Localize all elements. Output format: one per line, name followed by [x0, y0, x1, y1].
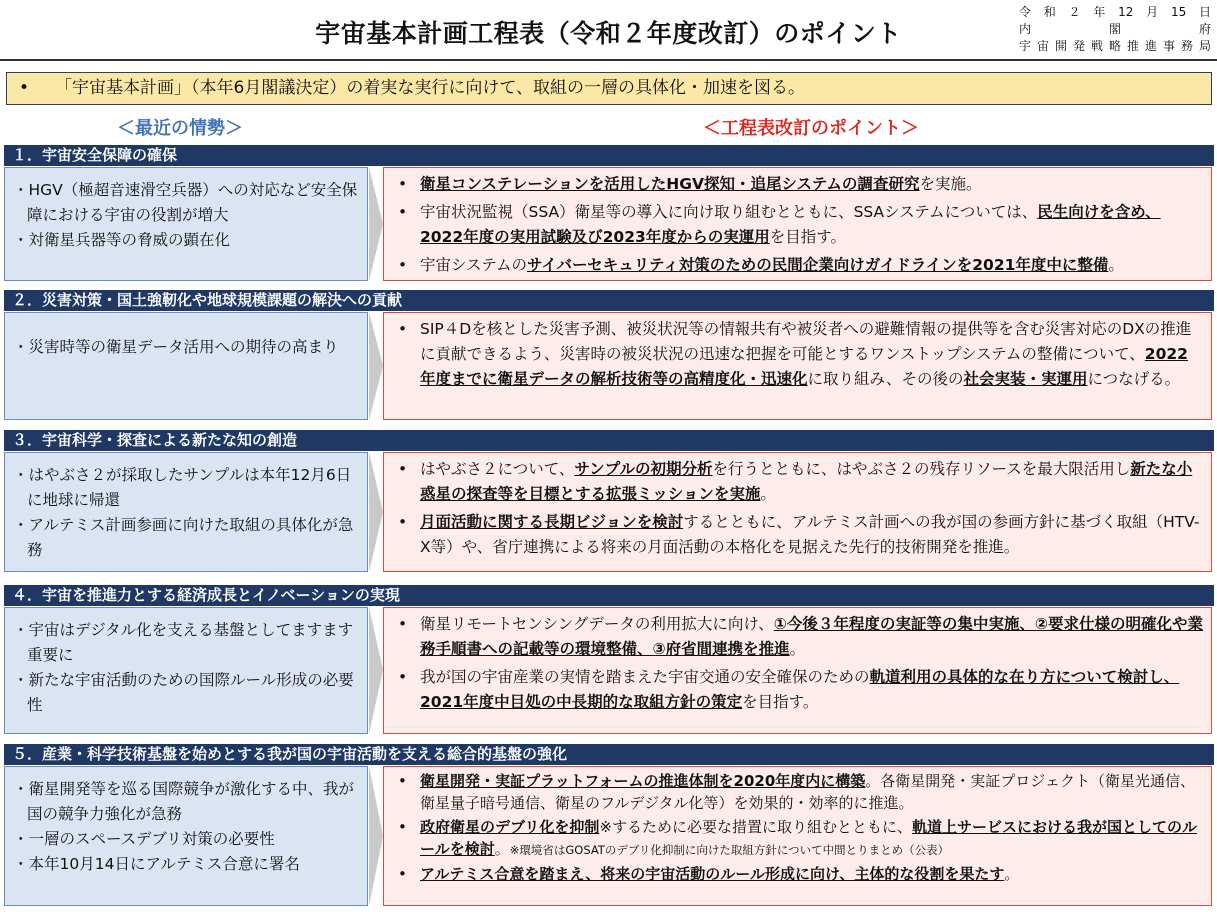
- highlighted-text: 月面活動に関する長期ビジョンを検討: [420, 513, 684, 531]
- highlighted-text: 政府衛星のデブリ化を抑制: [420, 818, 600, 836]
- arrow-icon: [369, 312, 383, 420]
- section-1-situation: [4, 167, 368, 281]
- point-text: を行うとともに、はやぶさ２の残存リソースを最大限活用し: [712, 460, 1131, 478]
- section-4-points: [383, 607, 1212, 734]
- point-text: につなげる。: [1087, 370, 1181, 388]
- revision-point: [396, 200, 1203, 250]
- recent-situation-header: ＜最近の情勢＞: [117, 118, 243, 139]
- section-3-header: ３．宇宙科学・探査による新たな知の創造: [4, 430, 1214, 451]
- summary-text: 「宇宙基本計画」（本年6月閣議決定）の着実な実行に向けて、取組の一層の具体化・加速を図る。: [55, 78, 806, 98]
- revision-point: [396, 612, 1203, 662]
- revision-point: [396, 864, 1203, 886]
- highlighted-text: サンプルの初期分析: [574, 460, 713, 478]
- section-1-points: [383, 167, 1212, 281]
- situation-item: ・本年10月14日にアルテミス合意に署名: [13, 855, 300, 873]
- highlighted-text: アルテミス合意を踏まえ、将来の宇宙活動のルール形成に向け、主体的な役割を果たす: [420, 865, 1005, 883]
- page-title: 宇宙基本計画工程表（令和２年度改訂）のポイント: [315, 19, 902, 48]
- section-5-points: [383, 766, 1212, 906]
- section-2-points: [383, 312, 1212, 420]
- arrow-icon: [369, 167, 383, 281]
- situation-item: ・衛星開発等を巡る国際競争が激化する中、我が国の競争力強化が急務: [13, 780, 355, 823]
- section-2-situation: [4, 312, 368, 420]
- point-text: 。各衛星開発・実証プロジェクト（衛星光通信、衛星量子暗号通信、衛星のフルデジタル化等）を効果的・効率的に推進。: [420, 772, 1195, 812]
- document-meta: [1019, 4, 1211, 55]
- situation-item: ・新たな宇宙活動のための国際ルール形成の必要性: [13, 671, 354, 714]
- point-text: 衛星リモートセンシングデータの利用拡大に向け、: [420, 615, 774, 633]
- section-4-situation: [4, 607, 368, 734]
- situation-item: ・HGV（極超音速滑空兵器）への対応など安全保障における宇宙の役割が増大: [13, 181, 358, 224]
- point-text: 。: [789, 640, 806, 658]
- section-3-points: [383, 452, 1212, 572]
- section-2-header: ２．災害対策・国土強靭化や地球規模課題の解決への貢献: [4, 290, 1214, 311]
- point-text: 。: [494, 839, 510, 858]
- situation-item: ・災害時等の衛星データ活用への期待の高まり: [13, 338, 339, 356]
- meta-date: 令和２年12月15日: [1019, 5, 1211, 19]
- footnote-text: ※環境省はGOSATのデブリ化抑制に向けた取組方針について中間とりまとめ（公表）: [509, 842, 950, 857]
- section-3-situation: [4, 452, 368, 572]
- highlighted-text: ①今後３年程度の実証等の集中実施、②要求仕様の明確化や業務手順書への記載等の環境整備、③府省間連携を推進: [420, 615, 1203, 658]
- highlighted-text: 社会実装・実運用: [963, 370, 1088, 388]
- situation-item: ・宇宙はデジタル化を支える基盤としてますます重要に: [13, 621, 354, 664]
- point-text: 。: [1108, 256, 1124, 274]
- arrow-icon: [369, 766, 383, 906]
- point-text: するとともに、アルテミス計画への我が国の参画方針に基づく取組（HTV-X等）や、省庁連携による将来の月面活動の本格化を見据えた先行的技術開発を推進。: [420, 513, 1200, 556]
- situation-item: ・一層のスペースデブリ対策の必要性: [13, 830, 275, 848]
- highlighted-text: サイバーセキュリティ対策のための民間企業向けガイドラインを2021年度中に整備: [526, 256, 1109, 274]
- meta-org: 内閣府: [1019, 22, 1211, 36]
- summary-banner: • 「宇宙基本計画」（本年6月閣議決定）の着実な実行に向けて、取組の一層の具体化・加速を図る。: [6, 72, 1212, 105]
- revision-point: [396, 317, 1203, 392]
- situation-item: ・はやぶさ２が採取したサンプルは本年12月6日に地球に帰還: [13, 466, 352, 509]
- point-text: に取り組み、その後の: [807, 370, 964, 388]
- revision-point: [396, 817, 1203, 861]
- point-text: 我が国の宇宙産業の実情を踏まえた宇宙交通の安全確保のための: [420, 668, 870, 686]
- highlighted-text: 新たな小惑星の探査等を目標とする拡張ミッションを実施: [420, 460, 1193, 503]
- meta-office: 宇宙開発戦略推進事務局: [1019, 39, 1211, 53]
- point-text: 宇宙システムの: [420, 256, 527, 274]
- situation-item: ・アルテミス計画参画に向けた取組の具体化が急務: [13, 516, 354, 559]
- point-text: SIP４Dを核とした災害予測、被災状況等の情報共有や被災者への避難情報の提供等を含む災害対応のDXの推進に貢献できるよう、災害時の被災状況の迅速な把握を可能とするワンストップシステムの整備について、: [420, 320, 1192, 363]
- point-text: を目指す。: [769, 228, 847, 246]
- highlighted-text: 軌道上サービスにおける我が国としてのルールを検討: [420, 818, 1197, 858]
- section-4-header: ４．宇宙を推進力とする経済成長とイノベーションの実現: [4, 585, 1214, 606]
- highlighted-text: 衛星コンステレーションを活用したHGV探知・追尾システムの調査研究: [420, 175, 920, 193]
- point-text: はやぶさ２について、: [420, 460, 575, 478]
- revision-point: [396, 665, 1203, 715]
- point-text: 宇宙状況監視（SSA）衛星等の導入に向け取り組むとともに、SSAシステムについては、: [420, 203, 1038, 221]
- arrow-icon: [369, 452, 383, 572]
- point-text: ※するために必要な措置に取り組むとともに、: [599, 818, 912, 836]
- revision-points-header: ＜工程表改訂のポイント＞: [703, 118, 919, 139]
- highlighted-text: 民生向けを含め、2022年度の実用試験及び2023年度からの実運用: [420, 203, 1161, 246]
- point-text: を実施。: [919, 175, 982, 193]
- revision-point: [396, 253, 1203, 278]
- highlighted-text: 衛星開発・実証プラットフォームの推進体制を2020年度内に構築: [420, 772, 866, 790]
- section-1-header: １．宇宙安全保障の確保: [4, 145, 1214, 166]
- revision-point: [396, 771, 1203, 814]
- situation-item: ・対衛星兵器等の脅威の顕在化: [13, 231, 231, 249]
- arrow-icon: [369, 607, 383, 734]
- point-text: を目指す。: [742, 693, 819, 711]
- revision-point: [396, 510, 1203, 560]
- title-divider: [0, 59, 1217, 61]
- highlighted-text: 2022年度までに衛星データの解析技術等の高精度化・迅速化: [420, 345, 1188, 388]
- point-text: 。: [1004, 865, 1020, 883]
- section-5-situation: [4, 766, 368, 906]
- revision-point: [396, 457, 1203, 507]
- section-5-header: ５．産業・科学技術基盤を始めとする我が国の宇宙活動を支える総合的基盤の強化: [4, 744, 1214, 765]
- point-text: 。: [760, 485, 776, 503]
- highlighted-text: 軌道利用の具体的な在り方について検討し、2021年度中目処の中長期的な取組方針の策定: [420, 668, 1180, 711]
- revision-point: [396, 172, 1203, 197]
